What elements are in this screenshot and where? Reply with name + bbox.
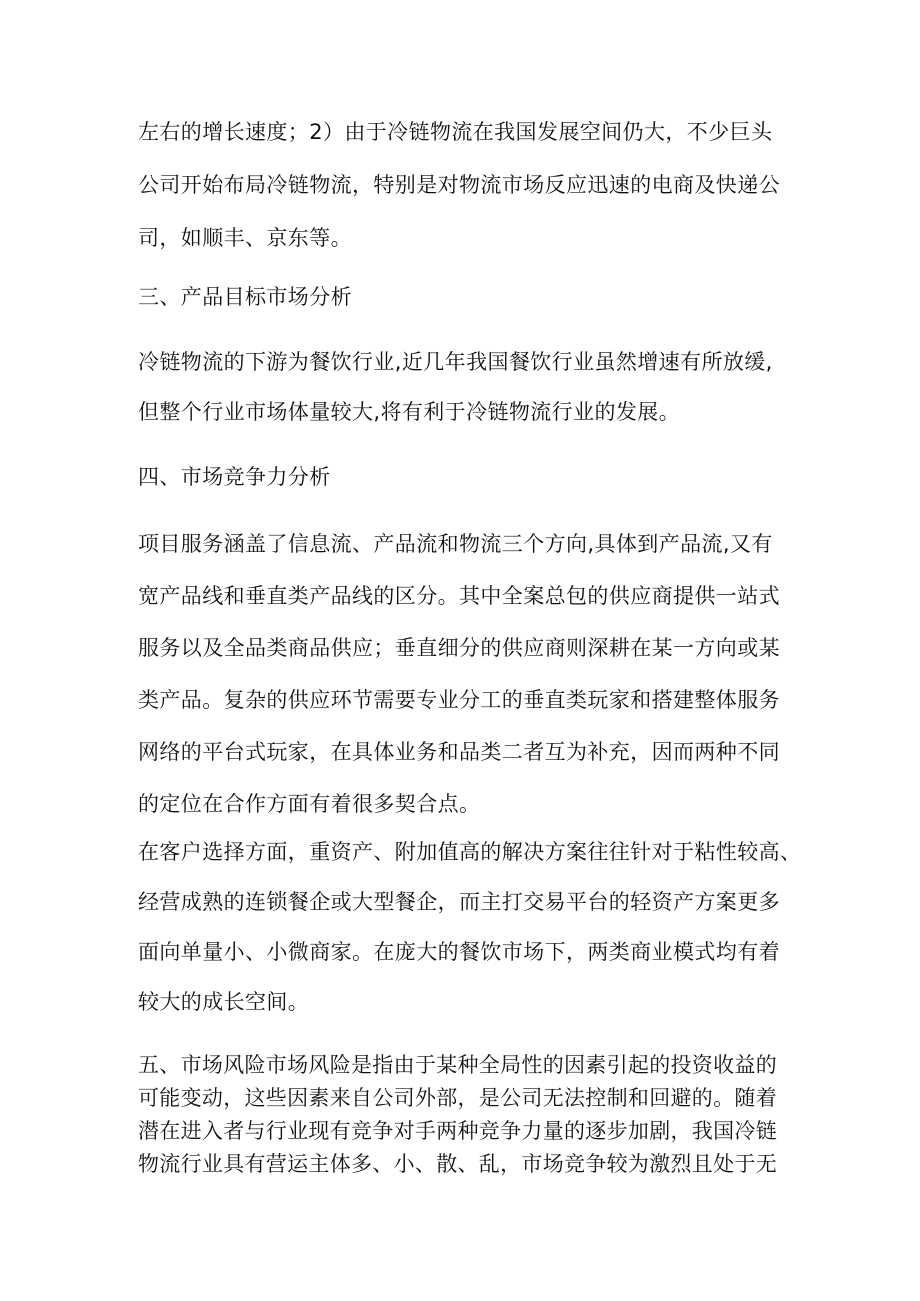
text-line: 服务以及全品类商品供应；垂直细分的供应商则深耕在某一方向或某	[138, 636, 780, 660]
text-line: 司，如顺丰、京东等。	[138, 226, 352, 250]
text-line: 但整个行业市场体量较大,将有利于冷链物流行业的发展。	[138, 400, 681, 424]
text-line: 潜在进入者与行业现有竞争对手两种竞争力量的逐步加剧，我国冷链	[138, 1119, 777, 1143]
text-line: 五、市场风险市场风险是指由于某种全局性的因素引起的投资收益的	[138, 1053, 777, 1077]
text-line: 物流行业具有营运主体多、小、散、乱，市场竞争较为激烈且处于无	[138, 1152, 777, 1176]
text-line: 面向单量小、小微商家。在庞大的餐饮市场下，两类商业模式均有着	[138, 940, 780, 964]
text-line: 可能变动，这些因素来自公司外部，是公司无法控制和回避的。随着	[138, 1086, 777, 1110]
text-line: 在客户选择方面，重资产、附加值高的解决方案往往针对于粘性较高、	[138, 840, 802, 864]
text-line: 项目服务涵盖了信息流、产品流和物流三个方向,具体到产品流,又有	[138, 532, 773, 556]
text-line: 较大的成长空间。	[138, 990, 310, 1014]
text-line: 冷链物流的下游为餐饮行业,近几年我国餐饮行业虽然增速有所放缓,	[138, 350, 773, 374]
text-line: 宽产品线和垂直类产品线的区分。其中全案总包的供应商提供一站式	[138, 584, 780, 608]
section-heading-competitiveness: 四、市场竞争力分析	[138, 465, 331, 489]
text-line: 左右的增长速度；2）由于冷链物流在我国发展空间仍大，不少巨头	[138, 120, 773, 144]
text-line: 公司开始布局冷链物流，特别是对物流市场反应迅速的电商及快递公	[138, 173, 780, 197]
text-line: 类产品。复杂的供应环节需要专业分工的垂直类玩家和搭建整体服务	[138, 688, 780, 712]
text-line: 经营成熟的连锁餐企或大型餐企，而主打交易平台的轻资产方案更多	[138, 890, 780, 914]
section-heading-target-market: 三、产品目标市场分析	[138, 285, 352, 309]
text-line: 网络的平台式玩家，在具体业务和品类二者互为补充，因而两种不同	[138, 740, 780, 764]
text-line: 的定位在合作方面有着很多契合点。	[138, 792, 481, 816]
